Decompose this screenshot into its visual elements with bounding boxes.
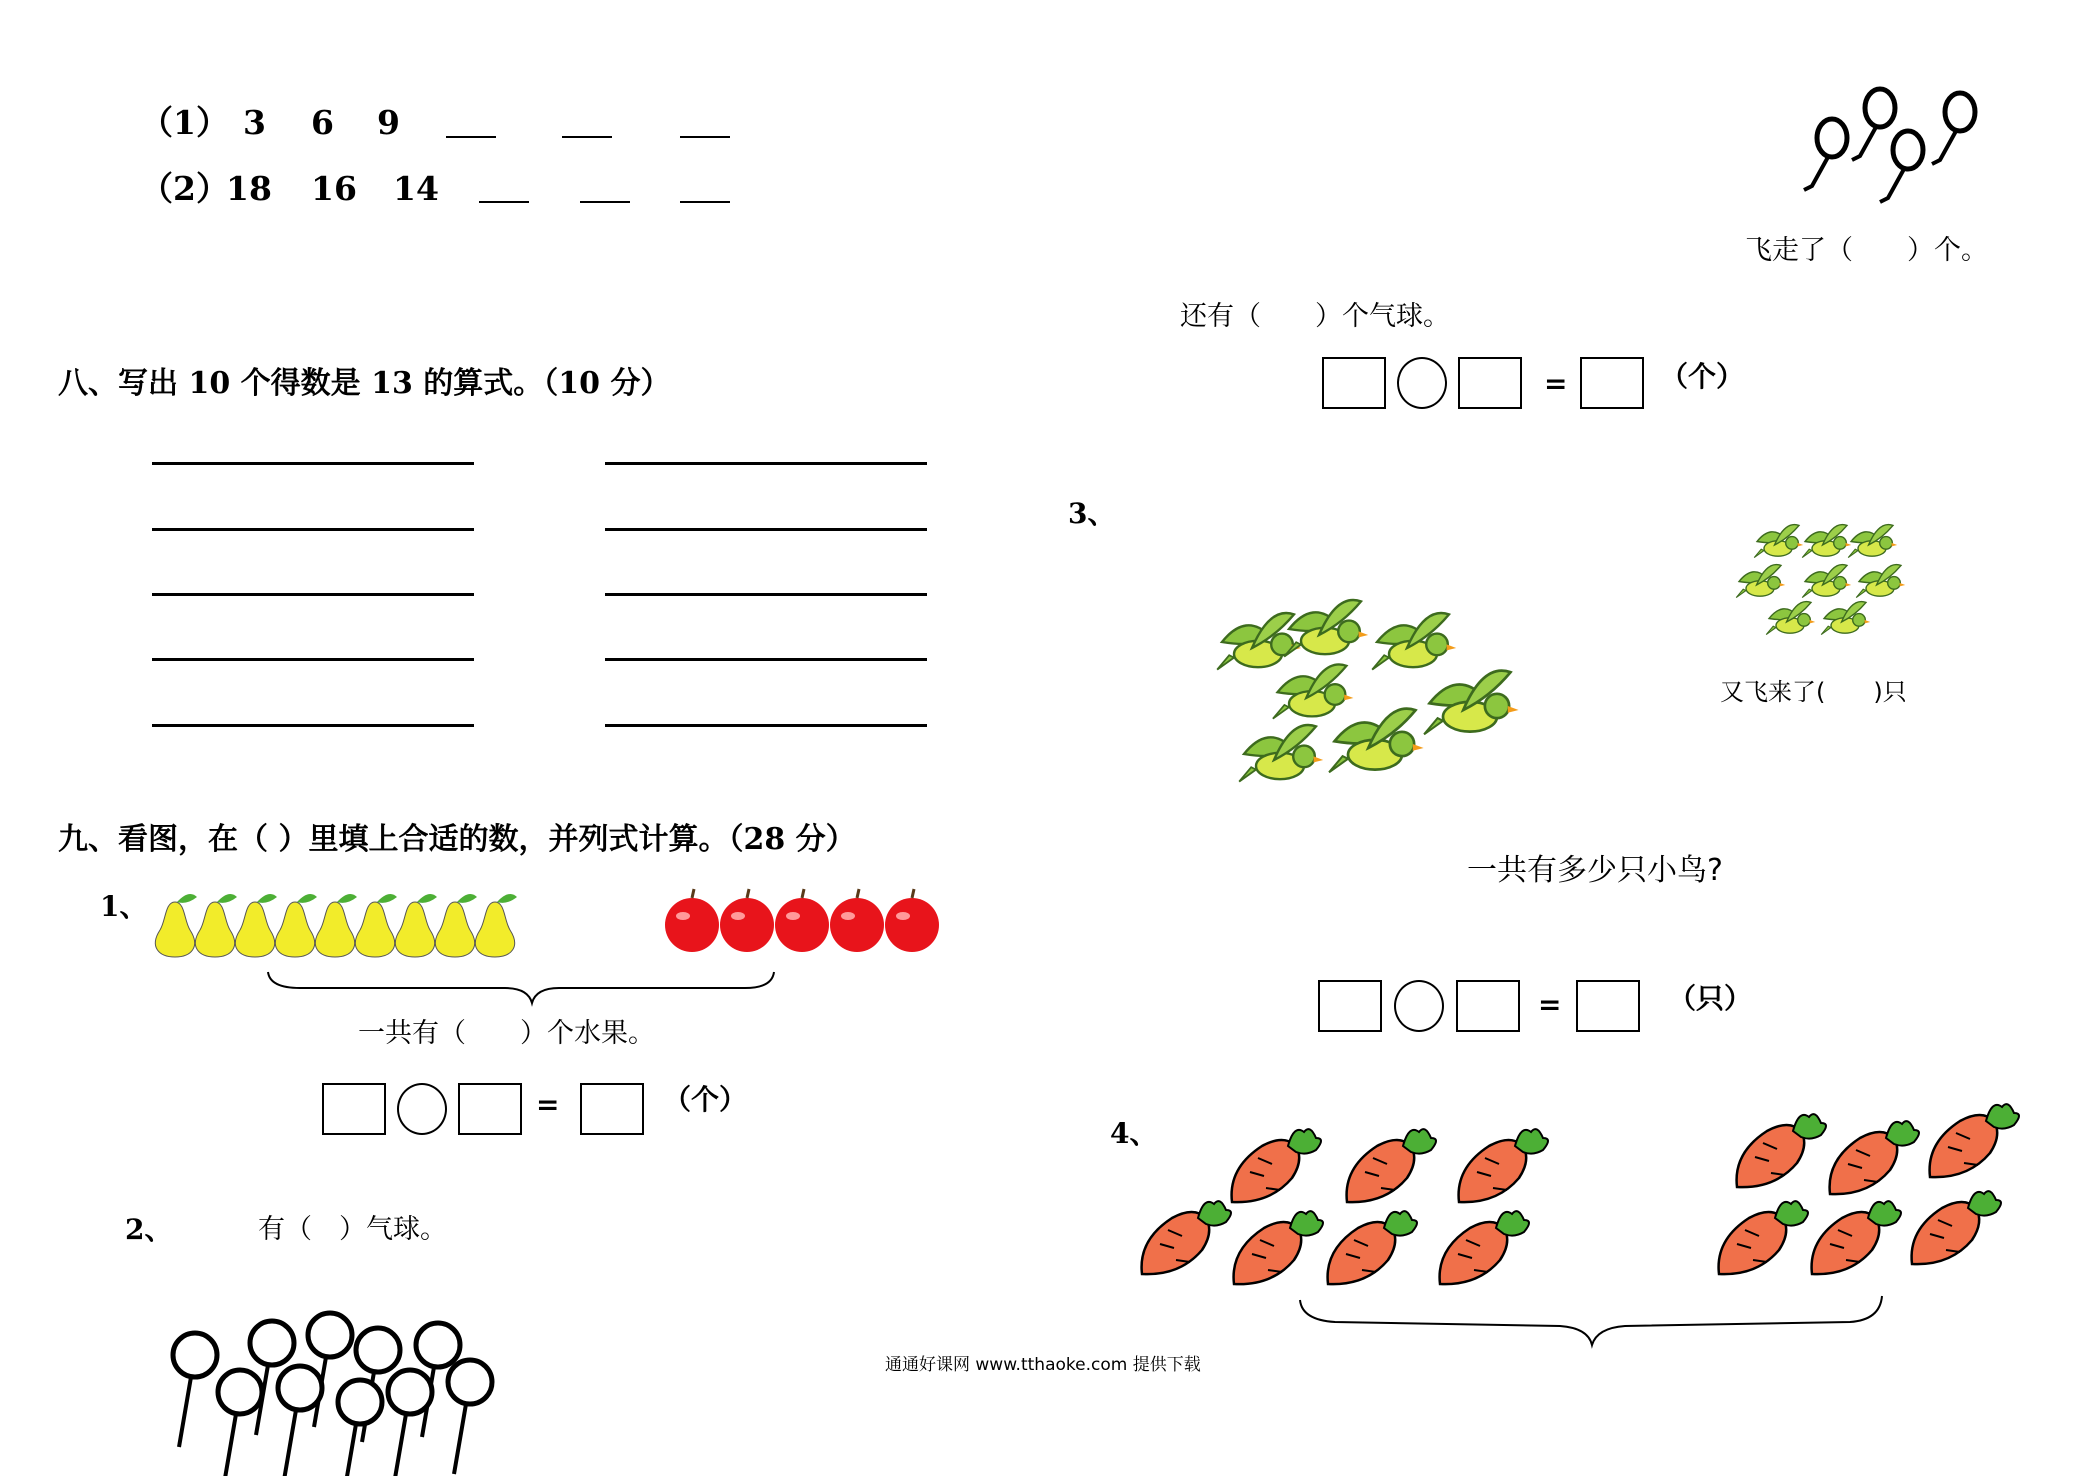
question-3-number: 3、 <box>1068 497 1116 530</box>
question-2-number: 2、 <box>125 1213 173 1246</box>
seq-number: 6 <box>311 103 334 142</box>
seq-number: 14 <box>393 169 439 208</box>
flew-away-caption: 飞走了（ ）个。 <box>1745 235 1988 266</box>
fruit-caption: 一共有（ ）个水果。 <box>358 1018 655 1049</box>
equals-sign: = <box>1544 367 1568 400</box>
unit-label: （只） <box>1668 982 1753 1015</box>
question-4-number: 4、 <box>1110 1117 1158 1150</box>
seq-number: 3 <box>243 103 266 142</box>
row-label: （2） <box>140 169 229 208</box>
balloon-caption: 有（ ）气球。 <box>258 1214 447 1245</box>
row-label: （1） <box>140 103 229 142</box>
seq-number: 9 <box>377 103 400 142</box>
unit-label: （个） <box>1660 360 1745 393</box>
section-8-title: 八、写出 10 个得数是 13 的算式。（10 分） <box>58 366 671 401</box>
equals-sign: = <box>536 1088 560 1121</box>
section-9-title: 九、看图，在（ ）里填上合适的数，并列式计算。（28 分） <box>58 822 856 857</box>
question-1-number: 1、 <box>100 890 148 923</box>
seq-number: 16 <box>311 169 357 208</box>
bird-question: 一共有多少只小鸟? <box>1467 853 1723 888</box>
more-birds-caption: 又飞来了( )只 <box>1720 678 1907 706</box>
footer-credit: 通通好课网 www.tthaoke.com 提供下载 <box>885 1355 1201 1375</box>
seq-number: 18 <box>226 169 272 208</box>
equals-sign: = <box>1538 988 1562 1021</box>
unit-label: （个） <box>663 1083 748 1116</box>
remaining-caption: 还有（ ）个气球。 <box>1180 301 1450 332</box>
